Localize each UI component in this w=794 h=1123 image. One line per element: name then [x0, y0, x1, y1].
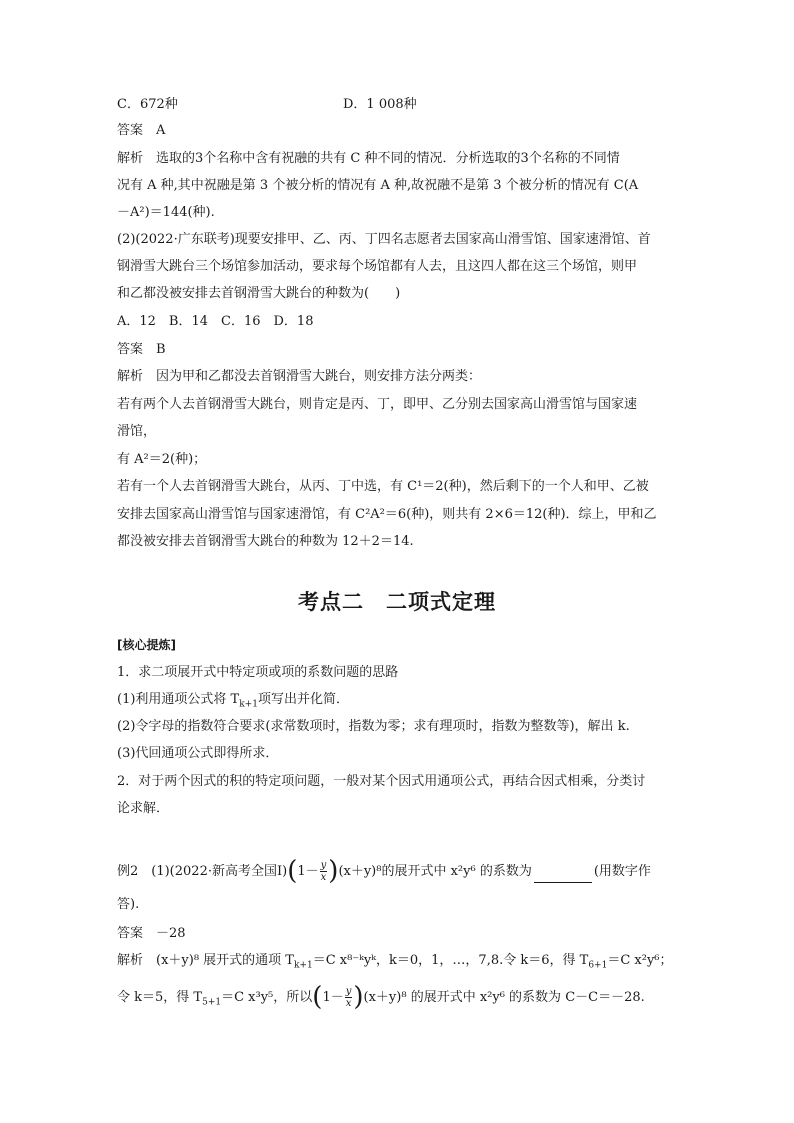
one-minus: 1－ — [297, 864, 319, 879]
core-heading: [核心提炼] — [117, 638, 176, 652]
example-2-tail: (用数字作 — [593, 864, 651, 879]
sol2-a: 令 k＝5，得 T — [117, 990, 203, 1005]
sol2-b: ＝C x³y⁵，所以 — [221, 990, 313, 1005]
example-2-solution-line-2 — [117, 982, 645, 1012]
question-2-options: A．12 B．14 C．16 D．18 — [117, 314, 314, 329]
option-d: D．1 008种 — [343, 97, 417, 112]
core-point-1-1-end: 项写出并化简． — [257, 692, 349, 707]
solution-2-line-1: 解析 因为甲和乙都没去首钢滑雪大跳台，则安排方法分两类： — [117, 369, 482, 384]
solution-2-line-5: 若有一个人去首钢滑雪大跳台，从丙、丁中选，有 C¹＝2(种)，然后剩下的一个人和甲、乙被 — [117, 479, 649, 494]
solution-line-2: 况有 A 种,其中祝融是第 3 个被分析的情况有 A 种,故祝融不是第 3 个被分析的情况有 C(A — [117, 178, 639, 193]
solution-2-line-7: 都没被安排去首钢滑雪大跳台的种数为 12＋2＝14. — [117, 534, 414, 549]
example-2-mid: (x＋y)⁸的展开式中 x²y⁶ 的系数为 — [338, 864, 532, 879]
core-point-2-line-2: 论求解． — [117, 801, 170, 816]
paren-open: ( — [287, 856, 298, 886]
solution-2-line-3: 滑馆， — [117, 424, 157, 439]
solution-2-line-6: 安排去国家高山滑雪馆与国家速滑馆，有 C²A²＝6(种)，则共有 2×6＝12(种)．综上，甲和乙 — [117, 507, 657, 522]
fraction-y-over-x — [320, 860, 328, 883]
core-point-1-2: (2)令字母的指数符合要求(求常数项时，指数为零；求有理项时，指数为整数等)，解出 k. — [117, 719, 630, 734]
fraction-denominator: x — [320, 872, 327, 883]
fraction-denominator-2: x — [345, 998, 352, 1009]
solution-2-line-2: 若有两个人去首钢滑雪大跳台，则肯定是丙、丁，即甲、乙分别去国家高山滑雪馆与国家速 — [117, 397, 638, 412]
question-2-line-1: (2)(2022·广东联考)现要安排甲、乙、丙、丁四名志愿者去国家高山滑雪馆、国家速滑馆、首 — [117, 232, 651, 247]
section-title: 考点二 二项式定理 — [298, 590, 496, 614]
fraction-y-over-x-2 — [345, 986, 353, 1009]
example-2-line-1 — [117, 856, 651, 886]
answer-1: 答案 A — [117, 123, 166, 138]
sol1-c: ＝C x²y⁶； — [607, 953, 673, 968]
core-point-2-line-1: 2．对于两个因式的积的特定项问题，一般对某个因式用通项公式，再结合因式相乘，分类讨 — [117, 774, 646, 789]
sol1-b: ＝C x⁸⁻ᵏyᵏ，k＝0，1，…，7,8.令 k＝6，得 T — [312, 953, 589, 968]
answer-2: 答案 B — [117, 342, 166, 357]
example-2-line-2: 答). — [117, 897, 140, 912]
sol2-c: (x＋y)⁸ 的展开式中 x²y⁶ 的系数为 C－C＝－28. — [363, 990, 645, 1005]
solution-line-1: 解析 选取的3个名称中含有祝融的共有 C 种不同的情况．分析选取的3个名称的不同情 — [117, 151, 620, 166]
fraction-numerator-2: y — [345, 986, 352, 997]
sol1-sub2: 6+1 — [588, 960, 608, 971]
core-point-1-3: (3)代回通项公式即得所求． — [117, 746, 279, 761]
question-2-line-2: 钢滑雪大跳台三个场馆参加活动，要求每个场馆都有人去，且这四人都在这三个场馆，则甲 — [117, 259, 638, 274]
solution-2-line-4: 有 A²＝2(种)； — [117, 452, 207, 467]
paren-close-2: ) — [353, 982, 364, 1012]
core-point-1-1-text: (1)利用通项公式将 T — [117, 692, 240, 707]
core-point-1-1 — [117, 691, 349, 709]
example-2-answer: 答案 －28 — [117, 926, 186, 941]
fraction-numerator: y — [320, 860, 327, 871]
sol1-a: 解析 (x＋y)⁸ 展开式的通项 T — [117, 953, 294, 968]
paren-close: ) — [328, 856, 339, 886]
option-c: C．672种 — [117, 97, 178, 112]
sol2-sub: 5+1 — [202, 997, 222, 1008]
example-2-solution-line-1 — [117, 952, 673, 970]
solution-line-3: －A²)＝144(种). — [117, 205, 215, 220]
paren-open-2: ( — [312, 982, 323, 1012]
core-point-1: 1．求二项展开式中特定项或项的系数问题的思路 — [117, 665, 399, 680]
answer-blank — [534, 868, 592, 883]
sol1-sub: k+1 — [293, 960, 313, 971]
example-2-lead: 例2 (1)(2022·新高考全国Ⅰ) — [117, 864, 288, 879]
one-minus-2: 1－ — [322, 990, 344, 1005]
core-point-1-1-sub: k+1 — [239, 699, 258, 710]
question-2-line-3: 和乙都没被安排去首钢滑雪大跳台的种数为( ) — [117, 286, 401, 301]
